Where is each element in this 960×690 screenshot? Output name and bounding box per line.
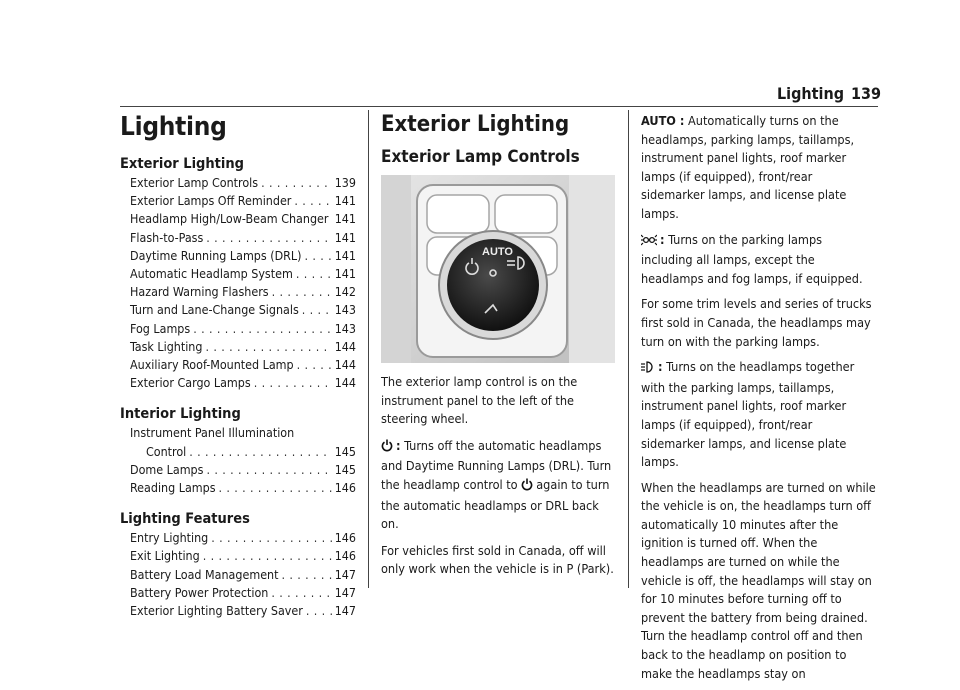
toc-entry[interactable]: Reading Lamps . . . 146	[120, 479, 356, 497]
header-rule	[120, 106, 878, 107]
ignition-paragraph: When the headlamps are turned on while the vehicle is on, the headlamps turn off automatically 10 minutes after the ignition is turned off. When the headlamps are turned on while the vehicle is off, the headlamps will stay on for 10 minutes before turning off to prevent the battery from being drained. Turn the headlamp control off and then back to the headlamp on position to make the headlamps stay on	[641, 479, 876, 681]
toc-entry[interactable]: Exterior Cargo Lamps . . . 144	[120, 374, 356, 392]
toc-entry[interactable]: Dome Lamps . . . 145	[120, 461, 356, 479]
trucks-paragraph: For some trim levels and series of trucks first sold in Canada, the headlamps may turn on with the parking lamps.	[641, 296, 872, 349]
toc-entry[interactable]: Turn and Lane-Change Signals . . . 143	[120, 301, 356, 319]
auto-paragraph: AUTO : Automatically turns on the headlamps, parking lamps, taillamps, instrument panel lights, roof marker lamps (if equipped), front/rear sidemarker lamps, and license plate lamps.	[641, 113, 855, 221]
toc-entry[interactable]: Auxiliary Roof-Mounted Lamp . . . 144	[120, 356, 356, 374]
toc-entry[interactable]: Fog Lamps . . . 143	[120, 320, 356, 338]
lamp-control-photo	[381, 175, 615, 363]
toc-section-heading: Exterior Lighting	[120, 156, 244, 172]
toc-entry[interactable]: Daytime Running Lamps (DRL) . . . 141	[120, 247, 356, 265]
toc-entry[interactable]: Exterior Lamp Controls . . . 139	[120, 174, 356, 192]
toc-entry[interactable]: Entry Lighting . . . 146	[120, 529, 356, 547]
page-number: 139	[851, 84, 882, 103]
table-of-contents	[120, 112, 356, 620]
off-setting-paragraph: : Turns off the automatic headlamps and Daytime Running Lamps (DRL). Turn the headlamp control to again to turn the automatic headlamps or DRL back on.	[381, 437, 612, 532]
headlamps-paragraph: : Turns on the headlamps together with the parking lamps, taillamps, instrument panel lights, roof marker lamps (if equipped), front/rear sidemarker lamps, and license plate lamps.	[641, 359, 855, 470]
toc-entry[interactable]: Battery Power Protection . . . 147	[120, 584, 356, 602]
toc-entry[interactable]: Exit Lighting . . . 146	[120, 547, 356, 565]
toc-entry-line[interactable]: Instrument Panel Illumination	[130, 425, 295, 441]
toc-entry[interactable]: Headlamp High/Low-Beam Changer . . . 141	[120, 210, 356, 228]
toc-entry[interactable]: Exterior Lamps Off Reminder . . . 141	[120, 192, 356, 210]
section-title: Exterior Lighting	[381, 112, 570, 137]
power-off-icon	[521, 478, 533, 497]
headlamp-icon	[641, 360, 655, 379]
running-header-title: Lighting	[777, 84, 845, 103]
power-off-icon	[381, 439, 393, 458]
right-column	[641, 112, 877, 690]
knob-auto-label: AUTO	[482, 246, 513, 258]
intro-paragraph: The exterior lamp control is on the instrument panel to the left of the steering wheel.	[381, 374, 578, 427]
column-divider-left	[368, 110, 369, 588]
toc-entry[interactable]: Exterior Lighting Battery Saver . . . 147	[120, 602, 356, 620]
column-divider-right	[628, 110, 629, 588]
main-column	[381, 112, 617, 587]
subsection-title: Exterior Lamp Controls	[381, 147, 580, 167]
toc-entry[interactable]: Hazard Warning Flashers . . . 142	[120, 283, 356, 301]
parking-lamps-paragraph: : Turns on the parking lamps including all lamps, except the headlamps and fog lamps, if equipped.	[641, 231, 863, 286]
toc-entry[interactable]: Automatic Headlamp System . . . 141	[120, 265, 356, 283]
toc-entry[interactable]: Control . . . 145	[120, 443, 356, 461]
toc-section-heading: Interior Lighting	[120, 406, 241, 423]
toc-section-heading: Lighting Features	[120, 511, 250, 528]
toc-entry[interactable]: Task Lighting . . . 144	[120, 338, 356, 356]
toc-title: Lighting	[120, 112, 227, 142]
toc-entry[interactable]: Flash-to-Pass . . . 141	[120, 229, 356, 247]
parking-lamps-icon	[641, 233, 657, 252]
toc-entry[interactable]: Battery Load Management . . . 147	[120, 566, 356, 584]
canada-paragraph: For vehicles first sold in Canada, off will only work when the vehicle is in P (Park).	[381, 542, 614, 577]
